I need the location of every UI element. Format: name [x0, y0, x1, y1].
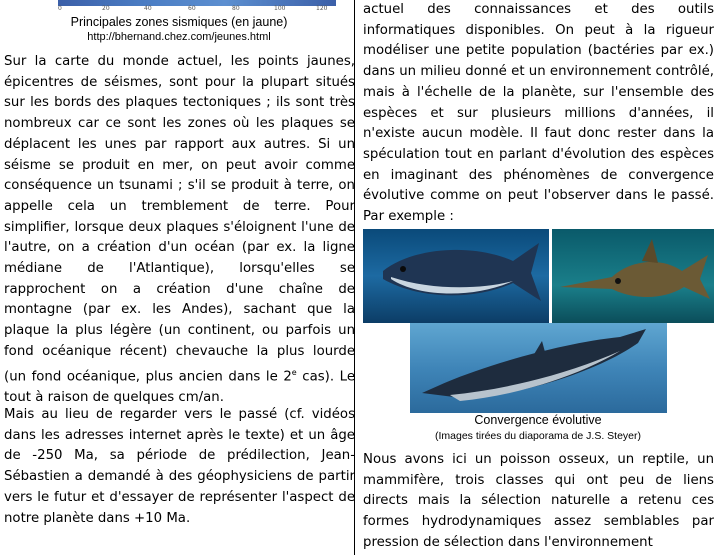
- figure-caption: Convergence évolutive: [474, 413, 602, 427]
- map-tick-label: 60: [188, 5, 196, 12]
- ichthyosaur-image: [552, 229, 714, 323]
- tuna-image: [363, 229, 549, 323]
- map-caption: Principales zones sismiques (en jaune): [70, 15, 288, 29]
- map-tick-label: 20: [102, 5, 110, 12]
- map-tick-label: 0: [58, 5, 62, 12]
- map-tick-label: 80: [232, 5, 240, 12]
- right-paragraph-2: Nous avons ici un poisson osseux, un reptile, un mammifère, trois classes qui ont peu de liens directs mais la sélection naturelle a retenu ces formes hydrodynamiques assez semblables par pression de sélection dans l'environnement: [363, 452, 714, 550]
- right-paragraph-1: actuel des connaissances et des outils informatiques disponibles. On peut à la rigueur modéliser une petite population (bactéries par ex.) dans un milieu donné et un environnement contrôlé, mais à l'échelle de la planète, sur l'ensemble des espèces et sur plusieurs millions d'années, il n'existe aucun modèle. Il faut donc rester dans la spéculation tout en parlant d'évolution des espèces en imaginant des phénomènes de convergence évolutive comme on peut l'observer dans le passé. Par exemple :: [363, 2, 714, 225]
- map-tick-label: 100: [274, 5, 286, 12]
- map-axis: [58, 6, 336, 12]
- left-paragraph-1-text-end: cas). Le tout à raison de quelques cm/an.: [4, 368, 355, 405]
- map-tick-label: 120: [316, 5, 328, 12]
- left-paragraph-1-text: Sur la carte du monde actuel, les points jaunes, épicentres de séismes, sont pour la plupart situés sur les bords des plaques tectoniques ; ils sont très nombreux car ce sont les zones où les plaques se déplacent les unes par rapport aux autres. Si un séisme se produit en mer, on peut avoir comme conséquence un tsunami ; s'il se produit à terre, on appelle cela un tremblement de terre. Pour simplifier, lorsque deux plaques s'éloignent l'une de l'autre, on a création d'un océan (par ex. la ligne médiane de l'Atlantique), lorsqu'elles se rapprochent on a création d'une chaîne de montagne (par ex. les Andes), sachant que la plaque la plus légère (un continent, ou parfois un fond océanique récent) chevauche la plus lourde (un fond océanique, plus ancien dans le 2: [4, 54, 355, 384]
- map-source-url: http://bhernand.chez.com/jeunes.html: [87, 31, 271, 43]
- dolphin-image: [410, 323, 667, 413]
- seismic-map-image: [58, 0, 336, 12]
- figure-credit: (Images tirées du diaporama de J.S. Steyer): [434, 430, 641, 442]
- superscript: e: [291, 367, 297, 377]
- map-tick-label: 40: [144, 5, 152, 12]
- left-paragraph-1: [4, 52, 355, 408]
- left-paragraph-2: Mais au lieu de regarder vers le passé (cf. vidéos dans les adresses internet après le texte) et un âge de -250 Ma, sa période de prédilection, Jean-Sébastien a demandé à des géophysiciens de partir vers le futur et d'essayer de représenter l'aspect de notre planète dans +10 Ma.: [4, 407, 355, 526]
